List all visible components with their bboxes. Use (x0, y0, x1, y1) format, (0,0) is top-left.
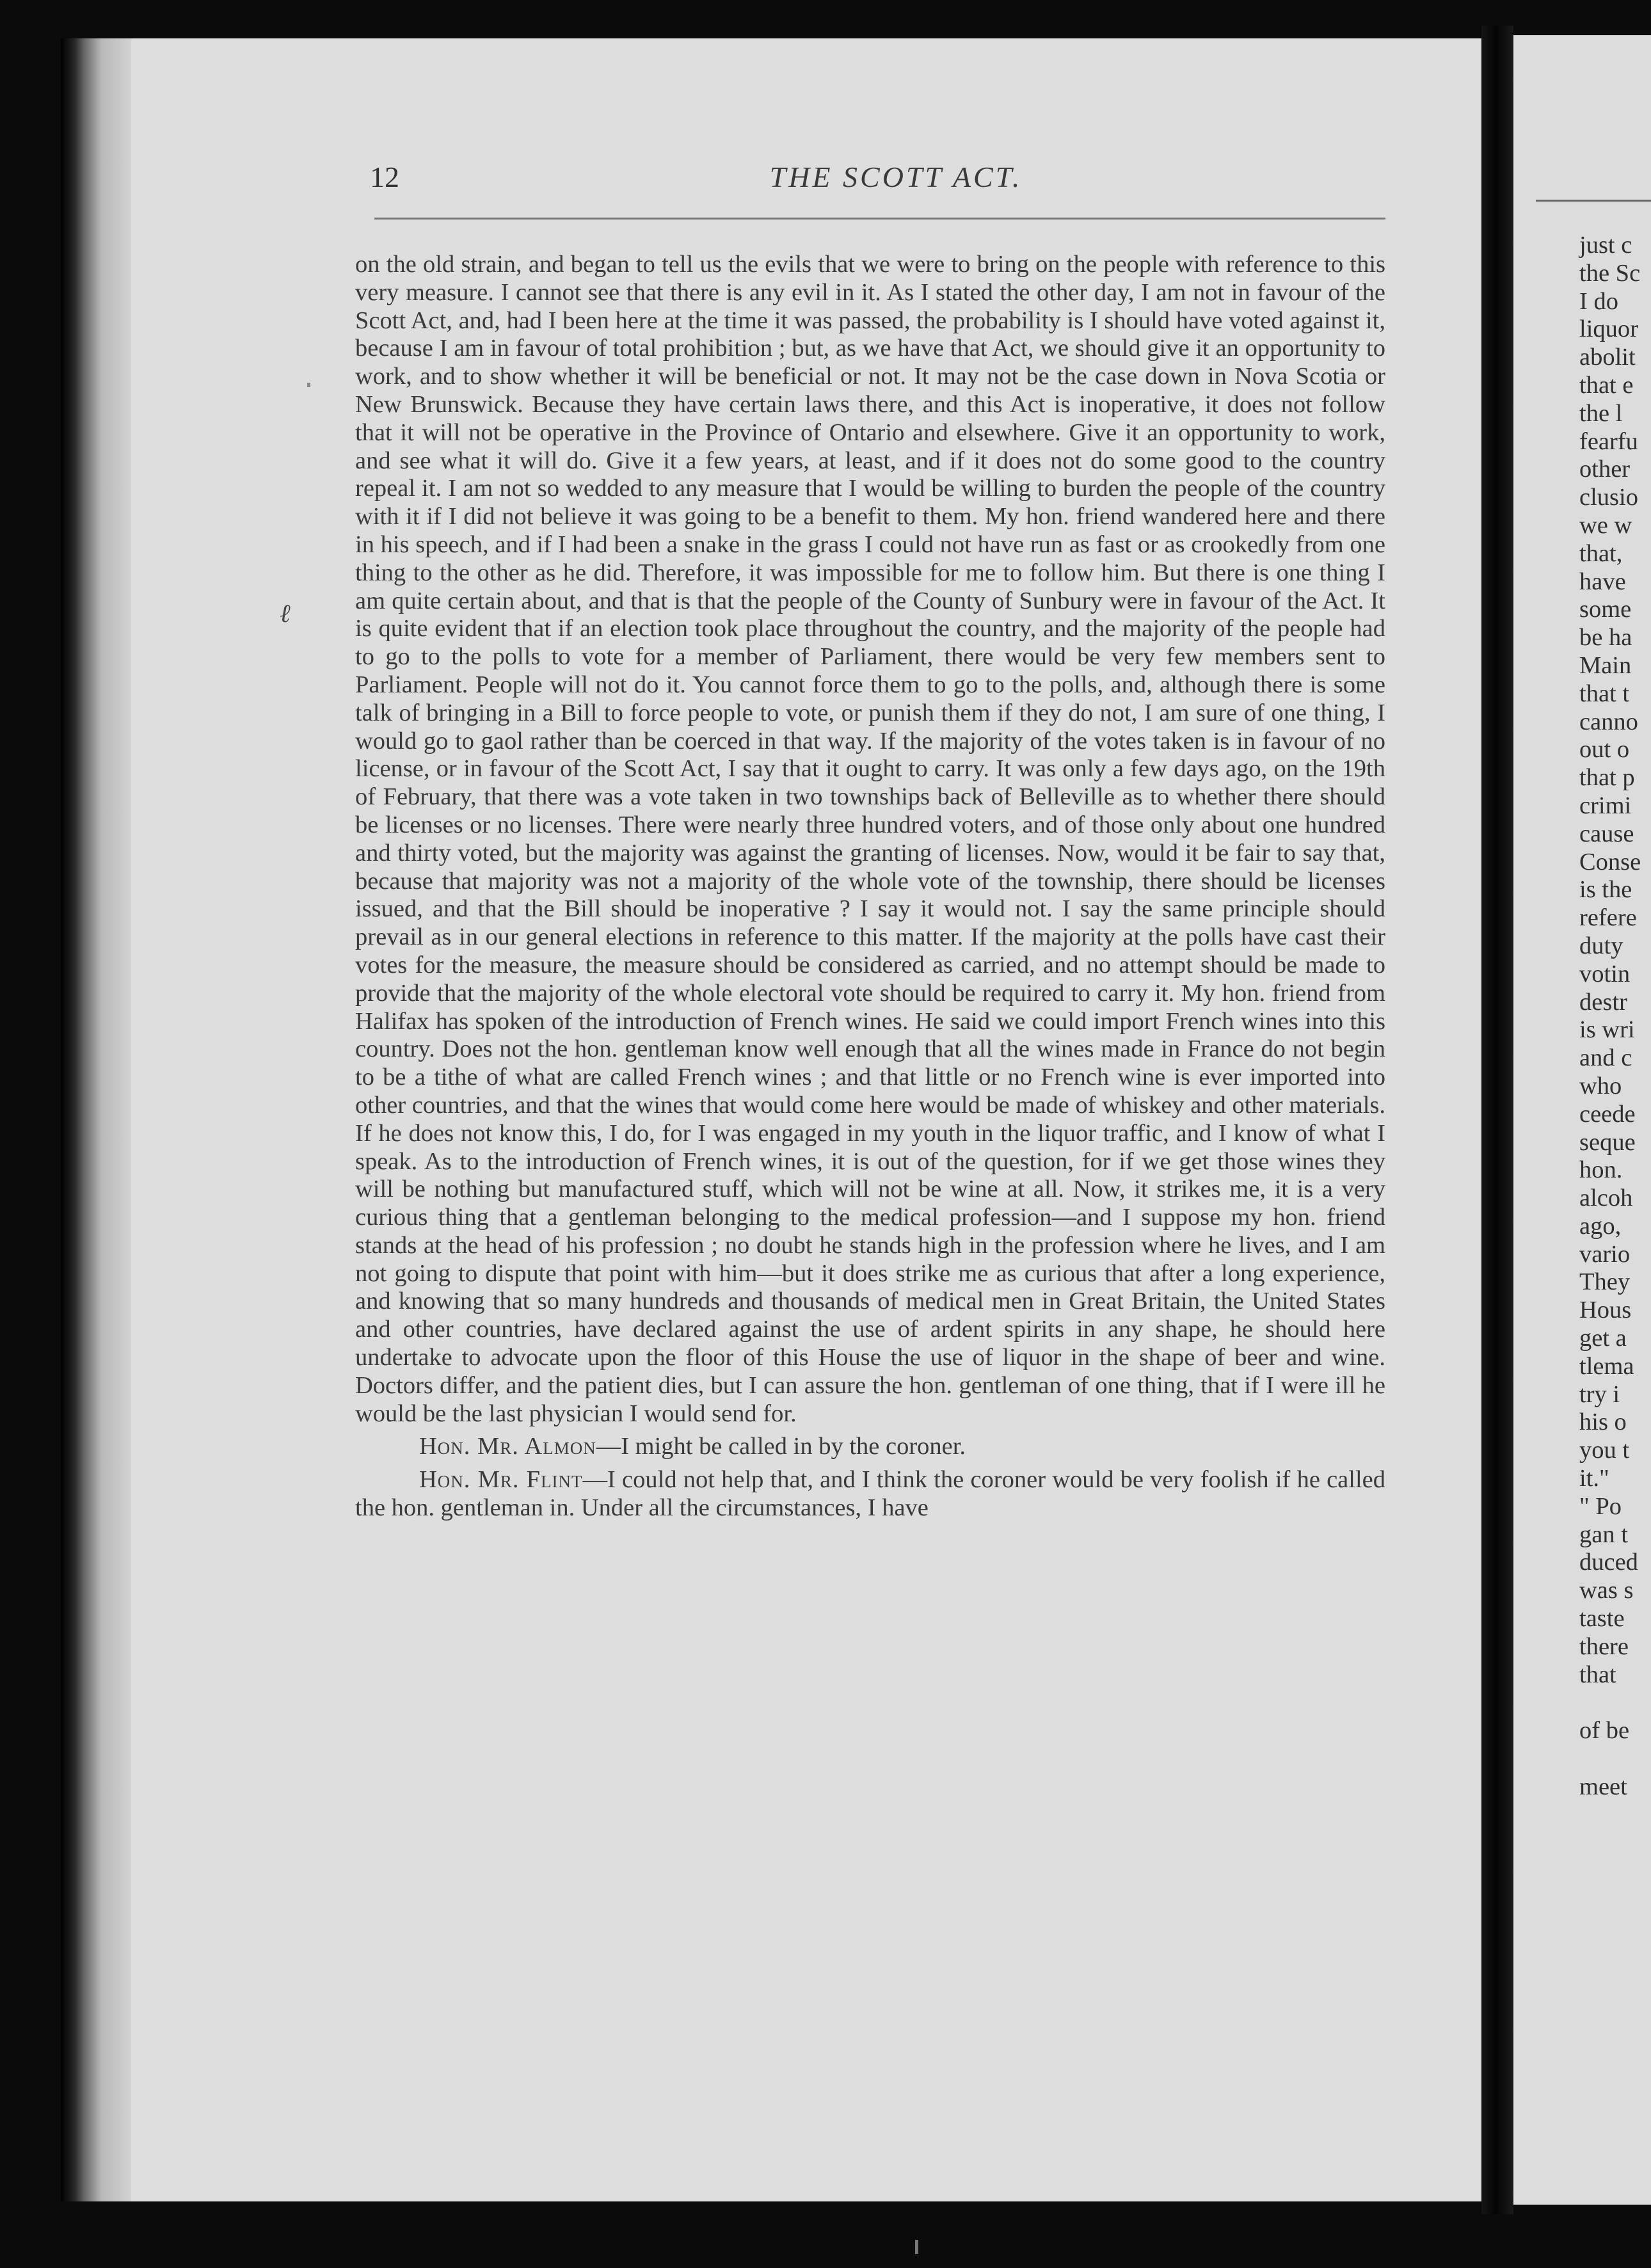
facing-line: fearfu (1579, 427, 1638, 455)
facing-line: some (1579, 596, 1632, 623)
facing-line: gan t (1579, 1521, 1628, 1548)
paragraph: on the old strain, and began to tell us the evils that we were to bring on the people with reference to this very measure. I cannot see that there is any evil in it. As I stated the other day, I am not in favour of the Scott Act, and, had I been here at the time it was passed, the probability is I should have voted against it, because I am in favour of total prohibition ; but, as we have that Act, we should give it an opportunity to work, and to show whether it will be beneficial or not. It may not be the case down in Nova Scotia or New Brunswick. Because they have certain laws there, and this Act is inoperative, it does not follow that it will not be operative in the Province of Ontario and elsewhere. Give it an opportunity to work, and see what it will do. Give it a few years, at least, and if it does not do some good to the country repeal it. I am not so wedded to any measure that I would be willing to burden the people of the country with it if I did not believe it was going to be a benefit to them. My hon. friend wandered here and there in his speech, and if I had been a snake in the grass I could not have run as fast or as crookedly from one thing to the other as he did. Therefore, it was impossible for me to follow him. But there is one thing I am quite certain about, and that is that the people of the County of Sunbury were in favour of the Act. It is quite evident that if an election took place throughout the country, and the majority of the people had to go to the polls to vote for a member of Parliament, there would be very few members sent to Parliament. People will not do it. You cannot force them to go to the polls, and, although there is some talk of bringing in a Bill to force people to vote, or punish them if they do not, I am sure of one thing, I would go to gaol rather than be coerced in that way. If the majority of the votes taken is in favour of no license, or in favour of the Scott Act, I say that it ought to carry. It was only a few days ago, on the 19th of February, that there was a vote taken in two townships back of Belleville as to whether there should be licenses or no licenses. There were nearly three hundred voters, and of those only about one hundred and thirty voted, but the majority was against the granting of licenses. Now, would it be fair to say that, because that majority was not a majority of the whole vote of the township, there should be licenses issued, and that the Bill should be inoperative ? I say it would not. I say the same principle should prevail as in our general elections in reference to this matter. If the majority at the polls have cast their votes for the measure, the measure should be considered as carried, and no attempt should be made to provide that the majority of the whole electoral vote should be required to carry it. My hon. friend from Halifax has spoken of the introduction of French wines. He said we could import French wines into this country. Does not the hon. gentleman know well enough that all the wines made in France do not begin to be a tithe of what are called French wines ; and that little or no French wine is ever imported into other countries, and that the wines that would come here would be made of whiskey and other materials. If he does not know this, I do, for I was engaged in my youth in the liquor traffic, and I know of what I speak. As to the introduction of French wines, it is out of the question, for if we get those wines they will be nothing but manufactured stuff, which will not be wine at all. Now, it strikes me, it is a very curious thing that a gentleman belonging to the medical profession—and I suppose my hon. friend stands at the head of his profession ; no doubt he stands high in the profession where he lives, and I am not going to dispute that point with him—but it does strike me as curious that after a long experience, and knowing that so many hundreds and thousands of medical men in Great Britain, the United States and other countries, have declared against the use of ardent spirits in any shape, he should here undertake to advocate upon the floor of this House the use of liquor in the shape of beer and wine. Doctors differ, and the patient dies, but I can assure the hon. gentleman of one thing, that if I were ill he would be the last physician I would send for. (355, 251, 1385, 1427)
facing-line: duced (1579, 1549, 1638, 1576)
facing-line: there (1579, 1633, 1629, 1660)
facing-line: Main (1579, 651, 1632, 679)
facing-line: is wri (1579, 1016, 1635, 1044)
facing-line: ceede (1579, 1100, 1636, 1128)
facing-line: is the (1579, 876, 1632, 904)
facing-line: was s (1579, 1577, 1634, 1604)
page-gutter (1481, 26, 1513, 2214)
facing-line: seque (1579, 1128, 1636, 1156)
facing-line: his o (1579, 1409, 1627, 1436)
facing-line: just c (1579, 232, 1632, 259)
facing-line (1579, 1745, 1651, 1773)
facing-line: it." (1579, 1465, 1609, 1492)
speech-text: —I could not help that, and I think the coroner would be very foolish if he called the hon. gentleman in. Under all the circumstances, I have (355, 1466, 1385, 1522)
facing-line: cause (1579, 820, 1634, 847)
facing-line: that, (1579, 539, 1623, 567)
speech-text: —I might be called in by the coroner. (596, 1433, 966, 1460)
facing-page-text (1579, 232, 1651, 1801)
facing-line: who (1579, 1072, 1622, 1099)
facing-line: of be (1579, 1717, 1630, 1745)
facing-line: that e (1579, 371, 1634, 399)
facing-line: the Sc (1579, 259, 1641, 287)
facing-line: " Po (1579, 1492, 1622, 1520)
facing-line: destr (1579, 988, 1627, 1016)
facing-line: that p (1579, 764, 1635, 792)
facing-line: other (1579, 456, 1631, 483)
facing-line: clusio (1579, 484, 1638, 511)
facing-line: hon. (1579, 1156, 1623, 1184)
facing-line: canno (1579, 708, 1638, 735)
facing-line: Hous (1579, 1297, 1632, 1324)
book-binding-edge (61, 38, 131, 2201)
body-text (355, 251, 1385, 1522)
facing-line: ago, (1579, 1212, 1622, 1240)
facing-line: They (1579, 1268, 1631, 1296)
facing-line: abolit (1579, 344, 1636, 371)
running-title: THE SCOTT ACT. (769, 161, 1023, 193)
facing-line: meet (1579, 1773, 1627, 1800)
facing-line: that (1579, 1661, 1616, 1688)
facing-header-rule (1536, 200, 1651, 202)
header-rule (374, 218, 1385, 220)
scan-speck (915, 2240, 918, 2254)
facing-line: get a (1579, 1325, 1627, 1352)
speaker-name: Hon. Mr. Almon (419, 1433, 596, 1460)
facing-line: the l (1579, 399, 1623, 427)
paragraph (355, 1466, 1385, 1522)
facing-line: and c (1579, 1044, 1632, 1072)
facing-line: refere (1579, 904, 1637, 932)
speaker-name: Hon. Mr. Flint (419, 1466, 583, 1494)
scan-speck (307, 383, 310, 387)
facing-line: be ha (1579, 624, 1632, 651)
margin-mark: ℓ (280, 599, 291, 628)
facing-line: votin (1579, 960, 1631, 987)
facing-line: alcoh (1579, 1185, 1633, 1212)
facing-line: duty (1579, 932, 1623, 959)
facing-line: vario (1579, 1240, 1631, 1268)
facing-line: out o (1579, 736, 1630, 763)
facing-line: liquor (1579, 315, 1638, 343)
facing-line: taste (1579, 1605, 1625, 1633)
facing-line: I do (1579, 287, 1618, 315)
facing-line: that t (1579, 680, 1630, 707)
facing-line (1579, 1689, 1651, 1717)
facing-line: tlema (1579, 1352, 1634, 1380)
page-number: 12 (370, 161, 399, 193)
facing-line: we w (1579, 511, 1632, 539)
facing-line: have (1579, 568, 1626, 595)
facing-line: crimi (1579, 792, 1632, 819)
facing-line: Conse (1579, 848, 1641, 875)
facing-line: try i (1579, 1380, 1620, 1408)
facing-line: you t (1579, 1437, 1630, 1464)
paragraph (355, 1433, 1385, 1461)
